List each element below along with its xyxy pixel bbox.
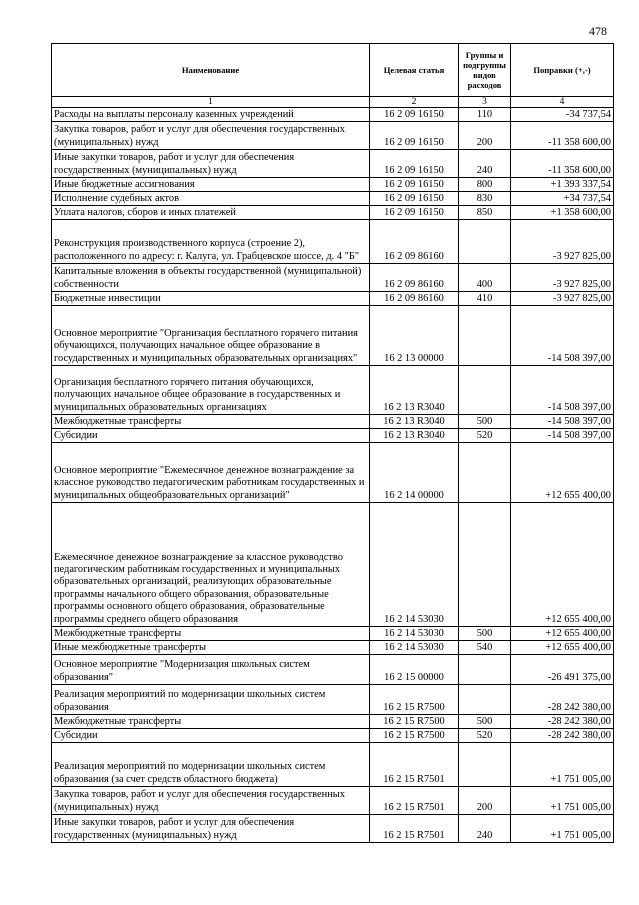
row-target-article: 16 2 15 00000 [370,655,459,685]
row-target-article: 16 2 09 16150 [370,108,459,122]
row-target-article: 16 2 09 86160 [370,264,459,292]
row-amendment: -28 242 380,00 [511,685,614,715]
row-expense-group [459,220,511,264]
row-target-article: 16 2 09 86160 [370,292,459,306]
row-name: Иные межбюджетные трансферты [52,641,370,655]
row-target-article: 16 2 15 R7500 [370,715,459,729]
row-expense-group: 200 [459,787,511,815]
table-row [52,220,614,264]
row-target-article: 16 2 15 R7500 [370,685,459,715]
table-row [52,108,614,122]
row-amendment: +34 737,54 [511,192,614,206]
row-amendment: +12 655 400,00 [511,503,614,627]
row-name: Уплата налогов, сборов и иных платежей [52,206,370,220]
row-expense-group: 400 [459,264,511,292]
column-number: 4 [511,97,614,108]
row-name: Капитальные вложения в объекты государственной (муниципальной) собственности [52,264,370,292]
row-name: Закупка товаров, работ и услуг для обеспечения государственных (муниципальных) нужд [52,122,370,150]
row-name: Иные бюджетные ассигнования [52,178,370,192]
row-target-article: 16 2 13 R3040 [370,415,459,429]
row-name: Основное мероприятие "Ежемесячное денежное вознаграждение за классное руководство педагогическим работникам государственных и муниципальных общеобразовательных организаций" [52,443,370,503]
header-target-article: Целевая статья [370,44,459,97]
row-amendment: +12 655 400,00 [511,627,614,641]
row-expense-group: 800 [459,178,511,192]
row-amendment: +12 655 400,00 [511,641,614,655]
row-expense-group: 410 [459,292,511,306]
row-target-article: 16 2 09 86160 [370,220,459,264]
row-target-article: 16 2 15 R7501 [370,787,459,815]
table-row [52,366,614,415]
row-expense-group [459,366,511,415]
row-amendment: +1 751 005,00 [511,815,614,843]
row-amendment: +12 655 400,00 [511,443,614,503]
table-row [52,429,614,443]
row-amendment: +1 358 600,00 [511,206,614,220]
table-row [52,415,614,429]
row-amendment: +1 751 005,00 [511,743,614,787]
row-expense-group [459,743,511,787]
column-number: 1 [52,97,370,108]
row-name: Ежемесячное денежное вознаграждение за классное руководство педагогическим работникам государственных и муниципальных образовательных организаций, реализующих образовательные программы начального общего образования, образовательные программы основного общего образования, образовательные программы среднего общего образования [52,503,370,627]
table-row [52,264,614,292]
row-amendment: -34 737,54 [511,108,614,122]
row-name: Закупка товаров, работ и услуг для обеспечения государственных (муниципальных) нужд [52,787,370,815]
row-target-article: 16 2 14 53030 [370,641,459,655]
row-name: Реконструкция производственного корпуса (строение 2), расположенного по адресу: г. Калуга, ул. Грабцевское шоссе, д. 4 "Б" [52,220,370,264]
table-header-row [52,44,614,97]
row-amendment: -14 508 397,00 [511,306,614,366]
header-expense-groups: Группы и подгруппы видов расходов [459,44,511,97]
row-expense-group: 500 [459,415,511,429]
row-amendment: -3 927 825,00 [511,292,614,306]
table-row [52,122,614,150]
row-name: Исполнение судебных актов [52,192,370,206]
row-expense-group: 240 [459,815,511,843]
row-target-article: 16 2 14 00000 [370,443,459,503]
row-expense-group: 520 [459,729,511,743]
row-name: Основное мероприятие "Организация бесплатного горячего питания обучающихся, получающих начальное общее образование в государственных и муниципальных образовательных организациях" [52,306,370,366]
row-expense-group [459,503,511,627]
row-expense-group: 830 [459,192,511,206]
row-name: Реализация мероприятий по модернизации школьных систем образования (за счет средств областного бюджета) [52,743,370,787]
row-name: Межбюджетные трансферты [52,415,370,429]
row-expense-group: 240 [459,150,511,178]
header-amendments: Поправки (+,-) [511,44,614,97]
table-row [52,815,614,843]
row-amendment: -3 927 825,00 [511,264,614,292]
row-target-article: 16 2 13 R3040 [370,366,459,415]
table-row [52,655,614,685]
row-amendment: -14 508 397,00 [511,429,614,443]
table-row [52,178,614,192]
row-name: Иные закупки товаров, работ и услуг для обеспечения государственных (муниципальных) нужд [52,150,370,178]
table-row [52,715,614,729]
page-number: 478 [589,24,607,38]
table-row [52,641,614,655]
budget-amendments-table [51,43,614,843]
row-amendment: -28 242 380,00 [511,729,614,743]
row-expense-group: 110 [459,108,511,122]
row-target-article: 16 2 15 R7500 [370,729,459,743]
row-target-article: 16 2 14 53030 [370,627,459,641]
row-expense-group: 540 [459,641,511,655]
row-expense-group [459,655,511,685]
column-numbers-row [52,97,614,108]
row-target-article: 16 2 09 16150 [370,150,459,178]
row-expense-group: 200 [459,122,511,150]
row-target-article: 16 2 09 16150 [370,178,459,192]
row-amendment: -3 927 825,00 [511,220,614,264]
row-target-article: 16 2 09 16150 [370,122,459,150]
row-name: Межбюджетные трансферты [52,627,370,641]
table-row [52,787,614,815]
row-name: Организация бесплатного горячего питания обучающихся, получающих начальное общее образование в государственных и муниципальных образовательных организациях [52,366,370,415]
row-name: Субсидии [52,729,370,743]
row-expense-group: 520 [459,429,511,443]
table-row [52,627,614,641]
row-target-article: 16 2 14 53030 [370,503,459,627]
row-target-article: 16 2 13 00000 [370,306,459,366]
row-amendment: -14 508 397,00 [511,366,614,415]
row-expense-group: 500 [459,627,511,641]
table-row [52,306,614,366]
row-name: Расходы на выплаты персоналу казенных учреждений [52,108,370,122]
row-name: Межбюджетные трансферты [52,715,370,729]
row-name: Основное мероприятие "Модернизация школьных систем образования" [52,655,370,685]
row-expense-group [459,306,511,366]
row-expense-group [459,443,511,503]
row-amendment: -14 508 397,00 [511,415,614,429]
column-number: 2 [370,97,459,108]
table-row [52,150,614,178]
row-target-article: 16 2 09 16150 [370,206,459,220]
row-target-article: 16 2 13 R3040 [370,429,459,443]
row-target-article: 16 2 15 R7501 [370,815,459,843]
table-row [52,503,614,627]
row-amendment: -28 242 380,00 [511,715,614,729]
row-amendment: +1 393 337,54 [511,178,614,192]
row-amendment: -26 491 375,00 [511,655,614,685]
row-name: Реализация мероприятий по модернизации школьных систем образования [52,685,370,715]
row-expense-group [459,685,511,715]
row-amendment: +1 751 005,00 [511,787,614,815]
row-expense-group: 850 [459,206,511,220]
row-target-article: 16 2 15 R7501 [370,743,459,787]
header-name: Наименование [52,44,370,97]
table-row [52,743,614,787]
table-row [52,443,614,503]
table-row [52,729,614,743]
table-row [52,206,614,220]
table-row [52,685,614,715]
row-amendment: -11 358 600,00 [511,122,614,150]
row-amendment: -11 358 600,00 [511,150,614,178]
column-number: 3 [459,97,511,108]
row-name: Бюджетные инвестиции [52,292,370,306]
row-name: Субсидии [52,429,370,443]
table-row [52,192,614,206]
row-expense-group: 500 [459,715,511,729]
row-target-article: 16 2 09 16150 [370,192,459,206]
table-row [52,292,614,306]
row-name: Иные закупки товаров, работ и услуг для обеспечения государственных (муниципальных) нужд [52,815,370,843]
